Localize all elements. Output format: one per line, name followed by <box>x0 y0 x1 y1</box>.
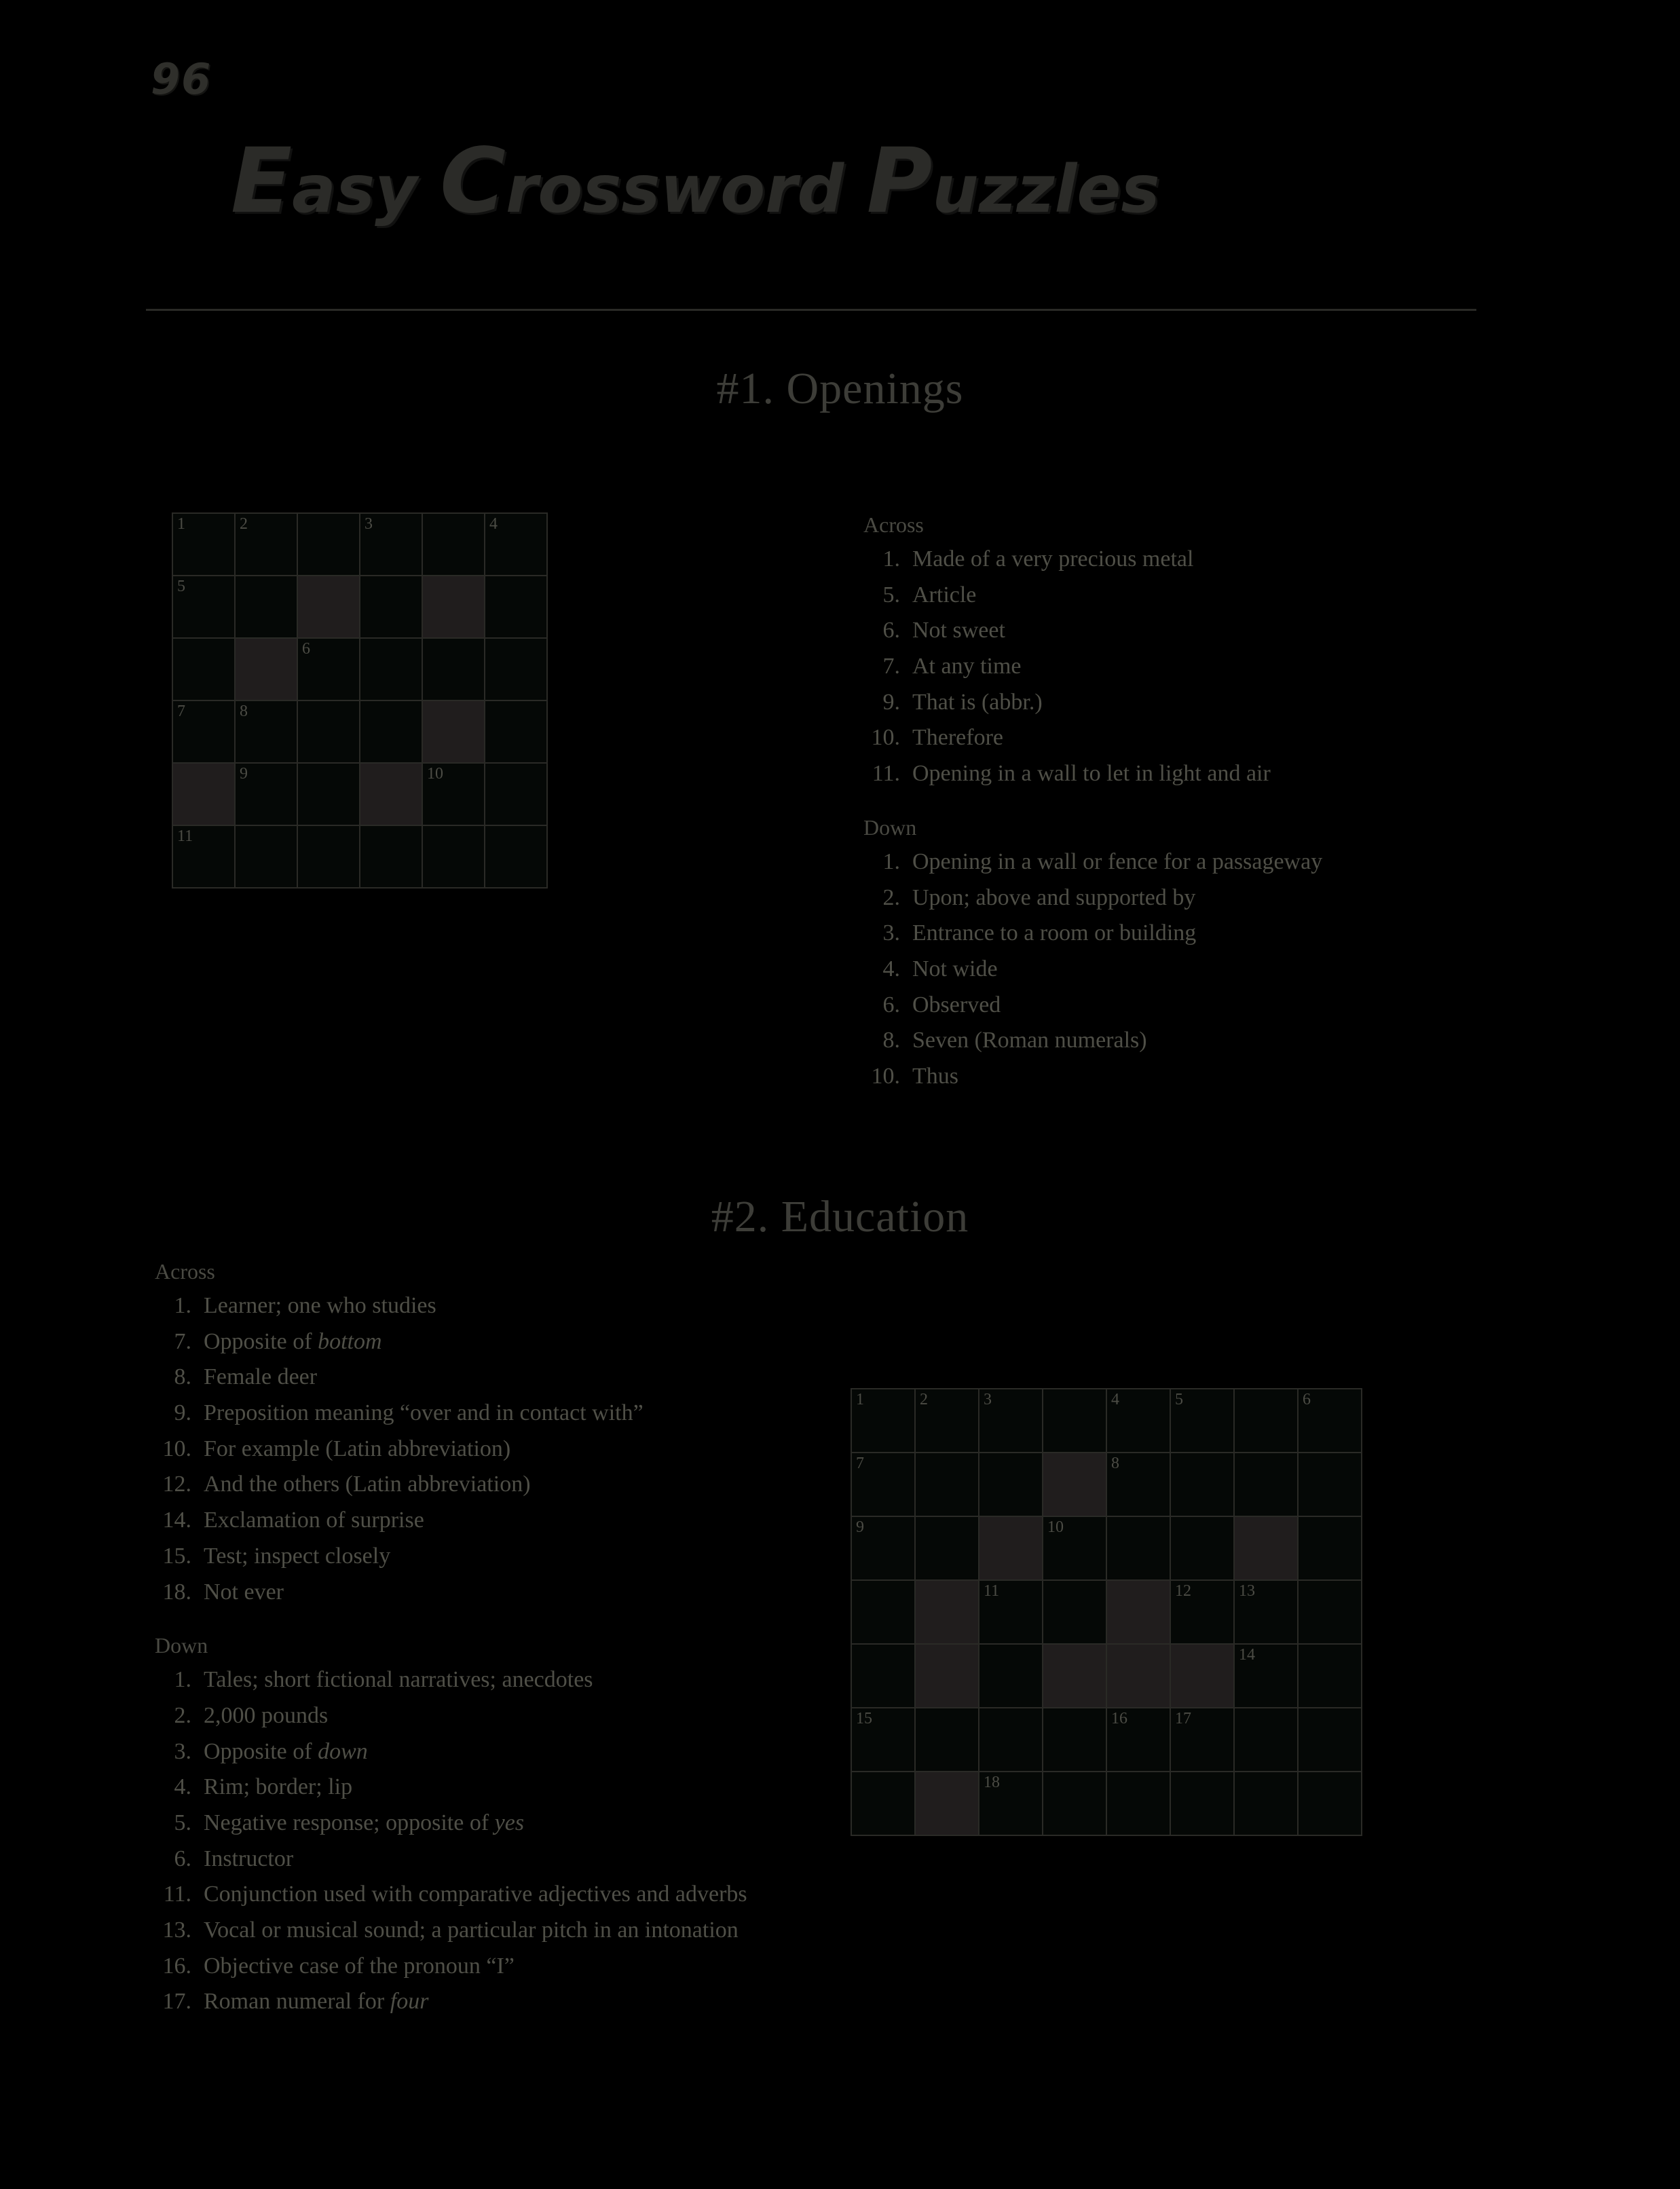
grid-cell[interactable] <box>1299 1708 1361 1771</box>
grid-cell[interactable] <box>1043 1708 1106 1771</box>
grid-cell[interactable] <box>298 639 359 700</box>
clue-item <box>155 1432 840 1467</box>
grid-block-cell <box>1107 1645 1170 1707</box>
grid-block-cell <box>1107 1581 1170 1643</box>
grid-block-cell <box>916 1645 978 1707</box>
grid-block-cell <box>360 764 422 825</box>
grid-cell[interactable] <box>852 1453 914 1516</box>
across-label: Across <box>863 512 924 537</box>
grid-cell[interactable] <box>1235 1772 1297 1835</box>
down-clue-list <box>863 844 1576 1095</box>
clue-text: Seven (Roman numerals) <box>912 1028 1147 1053</box>
clue-text: Made of a very precious metal <box>912 546 1194 572</box>
across-label: Across <box>155 1259 215 1284</box>
grid-cell-number: 5 <box>177 578 185 595</box>
clue-item <box>863 952 1576 988</box>
clue-item <box>155 1360 840 1396</box>
grid-cell-number: 3 <box>365 515 373 533</box>
clue-text: Entrance to a room or building <box>912 920 1197 946</box>
grid-cell[interactable] <box>423 514 484 575</box>
clue-text: Not sweet <box>912 618 1005 643</box>
clue-number: 9. <box>174 1400 191 1426</box>
grid-cell-number: 8 <box>1111 1455 1119 1472</box>
book-title <box>231 129 1453 233</box>
clue-text: Opening in a wall or fence for a passageway <box>912 848 1323 874</box>
grid-cell[interactable] <box>236 701 297 762</box>
clue-text: Observed <box>912 992 1001 1017</box>
clue-text: 2,000 pounds <box>204 1702 329 1728</box>
clue-number: 8. <box>882 1028 900 1053</box>
grid-cell[interactable] <box>1299 1581 1361 1643</box>
grid-cell[interactable] <box>360 514 422 575</box>
grid-cell[interactable] <box>852 1581 914 1643</box>
grid-cell[interactable] <box>1299 1645 1361 1707</box>
grid-cell[interactable] <box>1107 1517 1170 1579</box>
clue-text: Exclamation of surprise <box>204 1508 424 1533</box>
grid-cell[interactable] <box>360 576 422 637</box>
grid-cell[interactable] <box>852 1517 914 1579</box>
grid-cell-number: 4 <box>1111 1391 1119 1408</box>
clue-number: 1. <box>174 1293 191 1318</box>
grid-cell[interactable] <box>1107 1772 1170 1835</box>
clue-number: 17. <box>162 1989 191 2015</box>
grid-cell-number: 13 <box>1239 1582 1255 1600</box>
clue-number: 1. <box>882 546 900 572</box>
clue-text: And the others (Latin abbreviation) <box>204 1472 531 1497</box>
book-title-word-easy: asy <box>292 151 441 227</box>
grid-cell-number: 16 <box>1111 1710 1127 1727</box>
book-title-word-crossword: rossword <box>505 151 867 227</box>
clue-number: 10. <box>162 1436 191 1461</box>
clue-number: 2. <box>882 884 900 910</box>
grid-block-cell <box>173 764 234 825</box>
grid-cell[interactable] <box>852 1772 914 1835</box>
grid-cell[interactable] <box>1043 1517 1106 1579</box>
grid-block-cell <box>236 639 297 700</box>
across-clue-list <box>863 542 1576 792</box>
clue-number: 6. <box>882 618 900 643</box>
grid-cell-number: 5 <box>1175 1391 1183 1408</box>
clue-item <box>155 1698 840 1734</box>
clue-item <box>155 1770 840 1806</box>
grid-cell[interactable] <box>173 639 234 700</box>
grid-cell[interactable] <box>1171 1581 1233 1643</box>
clue-item <box>155 1913 840 1949</box>
puzzle-1-grid <box>172 512 548 888</box>
grid-cell[interactable] <box>916 1517 978 1579</box>
grid-cell[interactable] <box>1299 1772 1361 1835</box>
grid-cell[interactable] <box>916 1389 978 1452</box>
grid-cell[interactable] <box>1299 1389 1361 1452</box>
puzzle-2-grid <box>851 1388 1362 1836</box>
puzzle-2-clues <box>155 1259 840 2020</box>
grid-block-cell <box>298 576 359 637</box>
grid-cell[interactable] <box>360 826 422 887</box>
down-label: Down <box>155 1633 208 1658</box>
clue-number: 10. <box>871 725 900 751</box>
clue-item <box>863 844 1576 880</box>
grid-cell[interactable] <box>979 1389 1042 1452</box>
grid-cell-number: 7 <box>177 703 185 720</box>
clue-text: Opposite of bottom <box>204 1328 382 1354</box>
grid-cell[interactable] <box>236 576 297 637</box>
book-title-initial-c: C <box>440 129 506 233</box>
grid-cell[interactable] <box>485 701 546 762</box>
clue-item <box>155 1467 840 1503</box>
down-clue-list <box>155 1662 840 2020</box>
clue-item <box>155 1806 840 1841</box>
grid-block-cell <box>423 576 484 637</box>
grid-cell[interactable] <box>236 764 297 825</box>
clue-number: 5. <box>882 582 900 607</box>
down-label: Down <box>863 815 917 840</box>
clue-text: Tales; short fictional narratives; anecdotes <box>204 1667 593 1693</box>
grid-cell[interactable] <box>173 576 234 637</box>
grid-cell[interactable] <box>1171 1389 1233 1452</box>
clue-number: 14. <box>162 1508 191 1533</box>
grid-cell[interactable] <box>173 701 234 762</box>
clue-item <box>863 916 1576 952</box>
clue-item <box>863 685 1576 721</box>
grid-cell[interactable] <box>1235 1581 1297 1643</box>
clue-number: 3. <box>174 1738 191 1764</box>
clue-item <box>155 1877 840 1913</box>
grid-cell[interactable] <box>852 1708 914 1771</box>
grid-cell[interactable] <box>298 826 359 887</box>
clue-item <box>863 578 1576 614</box>
grid-cell[interactable] <box>1043 1389 1106 1452</box>
clue-item <box>155 1734 840 1770</box>
grid-cell-number: 14 <box>1239 1646 1255 1664</box>
clue-item <box>863 649 1576 685</box>
grid-cell[interactable] <box>298 764 359 825</box>
clue-text: Therefore <box>912 725 1004 751</box>
clue-text: Rim; border; lip <box>204 1774 353 1800</box>
section-gap <box>155 1610 840 1633</box>
grid-cell[interactable] <box>360 701 422 762</box>
grid-cell[interactable] <box>1171 1453 1233 1516</box>
grid-cell[interactable] <box>1107 1708 1170 1771</box>
clue-text: Article <box>912 582 977 607</box>
clue-item <box>863 756 1576 792</box>
grid-cell[interactable] <box>485 514 546 575</box>
page-number: 96 <box>151 54 212 104</box>
clue-item <box>863 1059 1576 1095</box>
clue-number: 4. <box>882 956 900 981</box>
clue-item <box>155 1575 840 1611</box>
clue-number: 8. <box>174 1364 191 1390</box>
grid-cell[interactable] <box>423 764 484 825</box>
grid-cell[interactable] <box>423 826 484 887</box>
grid-cell[interactable] <box>173 826 234 887</box>
clue-text: Conjunction used with comparative adjectives and adverbs <box>204 1882 747 1907</box>
clue-item <box>863 880 1576 916</box>
grid-cell-number: 6 <box>302 640 310 658</box>
clue-item <box>155 1841 840 1877</box>
grid-cell-number: 2 <box>920 1391 928 1408</box>
grid-cell[interactable] <box>1107 1453 1170 1516</box>
clue-number: 6. <box>882 992 900 1017</box>
clue-text: Objective case of the pronoun “I” <box>204 1953 515 1979</box>
puzzle-1-heading: #1. Openings <box>716 364 964 413</box>
grid-cell[interactable] <box>236 514 297 575</box>
clue-number: 7. <box>174 1328 191 1354</box>
clue-number: 16. <box>162 1953 191 1979</box>
grid-cell[interactable] <box>1299 1517 1361 1579</box>
clue-text: Learner; one who studies <box>204 1293 436 1318</box>
clue-item <box>155 1984 840 2020</box>
grid-cell[interactable] <box>173 514 234 575</box>
grid-cell-number: 10 <box>427 765 443 783</box>
clue-number: 1. <box>174 1667 191 1693</box>
grid-cell[interactable] <box>236 826 297 887</box>
clue-number: 11. <box>872 761 900 787</box>
grid-cell[interactable] <box>1043 1772 1106 1835</box>
title-divider <box>146 309 1476 313</box>
clue-number: 12. <box>162 1472 191 1497</box>
grid-cell[interactable] <box>916 1708 978 1771</box>
book-title-word-puzzles: uzzles <box>932 151 1160 227</box>
clue-number: 5. <box>174 1810 191 1835</box>
puzzle-1-clues <box>863 512 1576 1095</box>
grid-block-cell <box>1235 1517 1297 1579</box>
grid-cell-number: 3 <box>984 1391 992 1408</box>
grid-block-cell <box>1043 1645 1106 1707</box>
grid-block-cell <box>916 1772 978 1835</box>
grid-cell-number: 10 <box>1047 1518 1064 1536</box>
clue-number: 6. <box>174 1846 191 1871</box>
clue-text: Not ever <box>204 1579 284 1605</box>
clue-text: For example (Latin abbreviation) <box>204 1436 511 1461</box>
grid-cell-number: 7 <box>856 1455 864 1472</box>
clue-number: 15. <box>162 1543 191 1569</box>
clue-number: 9. <box>882 689 900 715</box>
clue-item <box>863 720 1576 756</box>
puzzle-2-heading: #2. Education <box>711 1192 969 1241</box>
clue-text: Opening in a wall to let in light and air <box>912 761 1271 787</box>
clue-text: Preposition meaning “over and in contact with” <box>204 1400 643 1426</box>
clue-item <box>155 1396 840 1432</box>
book-title-initial-e: E <box>231 129 293 233</box>
grid-cell-number: 4 <box>489 515 498 533</box>
grid-cell[interactable] <box>1299 1453 1361 1516</box>
clue-item <box>155 1539 840 1575</box>
grid-cell-number: 11 <box>984 1582 1000 1600</box>
grid-cell-number: 11 <box>177 827 193 845</box>
clue-text: Upon; above and supported by <box>912 884 1196 910</box>
grid-cell[interactable] <box>423 639 484 700</box>
grid-cell-number: 1 <box>177 515 185 533</box>
grid-cell[interactable] <box>485 639 546 700</box>
grid-cell[interactable] <box>979 1645 1042 1707</box>
grid-cell[interactable] <box>485 826 546 887</box>
clue-item <box>155 1662 840 1698</box>
clue-text: At any time <box>912 654 1022 679</box>
clue-item <box>863 1023 1576 1059</box>
clue-text: Vocal or musical sound; a particular pitch in an intonation <box>204 1917 739 1943</box>
clue-number: 10. <box>871 1063 900 1089</box>
clue-number: 3. <box>882 920 900 946</box>
grid-cell[interactable] <box>979 1453 1042 1516</box>
grid-cell[interactable] <box>298 701 359 762</box>
clue-number: 1. <box>882 848 900 874</box>
clue-number: 7. <box>882 654 900 679</box>
grid-cell[interactable] <box>979 1708 1042 1771</box>
grid-cell-number: 9 <box>856 1518 864 1536</box>
clue-text: Instructor <box>204 1846 294 1871</box>
grid-cell[interactable] <box>485 764 546 825</box>
grid-cell[interactable] <box>979 1772 1042 1835</box>
clue-number: 13. <box>162 1917 191 1943</box>
grid-cell[interactable] <box>1043 1581 1106 1643</box>
grid-cell[interactable] <box>916 1453 978 1516</box>
grid-block-cell <box>423 701 484 762</box>
grid-cell-number: 8 <box>240 703 248 720</box>
grid-cell-number: 12 <box>1175 1582 1191 1600</box>
clue-item <box>863 988 1576 1024</box>
grid-cell-number: 18 <box>984 1774 1000 1791</box>
grid-cell-number: 17 <box>1175 1710 1191 1727</box>
section-gap <box>863 792 1576 815</box>
grid-cell[interactable] <box>852 1389 914 1452</box>
grid-block-cell <box>1043 1453 1106 1516</box>
clue-text: Thus <box>912 1063 958 1089</box>
grid-cell[interactable] <box>979 1581 1042 1643</box>
grid-cell[interactable] <box>1235 1708 1297 1771</box>
grid-block-cell <box>916 1581 978 1643</box>
clue-item <box>155 1288 840 1324</box>
grid-cell-number: 1 <box>856 1391 864 1408</box>
clue-text: Roman numeral for four <box>204 1989 429 2015</box>
clue-item <box>155 1503 840 1539</box>
grid-cell[interactable] <box>1235 1389 1297 1452</box>
clue-item <box>863 542 1576 578</box>
grid-cell[interactable] <box>360 639 422 700</box>
clue-item <box>155 1949 840 1985</box>
clue-text: Female deer <box>204 1364 318 1390</box>
grid-block-cell <box>979 1517 1042 1579</box>
clue-number: 2. <box>174 1702 191 1728</box>
clue-number: 18. <box>162 1579 191 1605</box>
clue-number: 4. <box>174 1774 191 1800</box>
grid-cell[interactable] <box>1235 1453 1297 1516</box>
clue-number: 11. <box>163 1882 191 1907</box>
clue-item <box>863 613 1576 649</box>
grid-block-cell <box>1171 1645 1233 1707</box>
clue-text: That is (abbr.) <box>912 689 1043 715</box>
grid-cell-number: 6 <box>1303 1391 1311 1408</box>
grid-cell[interactable] <box>298 514 359 575</box>
grid-cell[interactable] <box>485 576 546 637</box>
grid-cell[interactable] <box>1107 1389 1170 1452</box>
grid-cell-number: 15 <box>856 1710 872 1727</box>
grid-cell[interactable] <box>1171 1708 1233 1771</box>
grid-cell[interactable] <box>1171 1517 1233 1579</box>
book-title-initial-p: P <box>866 129 933 233</box>
clue-item <box>155 1324 840 1360</box>
clue-text: Test; inspect closely <box>204 1543 391 1569</box>
grid-cell[interactable] <box>1235 1645 1297 1707</box>
grid-cell[interactable] <box>1171 1772 1233 1835</box>
grid-cell-number: 2 <box>240 515 248 533</box>
clue-text: Opposite of down <box>204 1738 368 1764</box>
across-clue-list <box>155 1288 840 1610</box>
clue-text: Negative response; opposite of yes <box>204 1810 525 1835</box>
grid-cell-number: 9 <box>240 765 248 783</box>
grid-cell[interactable] <box>852 1645 914 1707</box>
clue-text: Not wide <box>912 956 998 981</box>
